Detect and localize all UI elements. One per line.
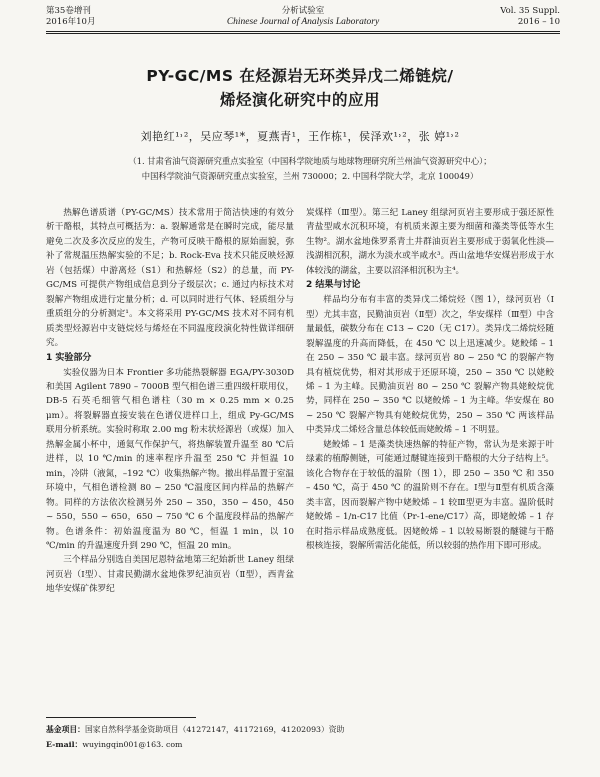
left-column	[46, 206, 294, 597]
email-address[interactable]: wuyingqin001@163. com	[82, 740, 183, 749]
header-volume-en: Vol. 35 Suppl.	[500, 6, 560, 16]
intro-paragraph: 热解色谱质谱（PY-GC/MS）技术常用于简洁快速的有效分析干酪根，其特点可概括为：a. 裂解通常是在瞬时完成，能尽量避免二次及多次反应的发生，产物可反映干酪根的原始面貌，弥补了常规温压热解实验的不足；b. Rock-Eva 技术只能反映烃源岩（包括煤）中游离烃（S1）和热解烃（S2）的总量，而 PY-GC/MS 可提供产物组成信息到分子级层次；c. 通过内标技术对裂解产物组成进行定量分析；d. 可以同时进行气体、轻质组分与重质组分的分析测定¹。本文将采用 PY-GC/MS 技术对不同有机质类型烃源岩中支链烷烃与烯烃在不同温度段演化特性做详细研究。	[46, 208, 294, 349]
header-right	[500, 6, 560, 28]
funding-note	[46, 722, 344, 737]
samples-continued-paragraph: 炭煤样（Ⅲ型）。第三纪 Laney 组绿河页岩主要形成于强还原性青盐型咸水沉积环境，有机质来源主要为细菌和藻类等低等水生生物²。湖水盆地侏罗系青土井群油页岩主要形成于弱氧化性淡—浅湖相沉积，湖水为淡水或半咸水³。西山盆地华安煤岩形成于水体较浅的湖盆，主要以沼泽相沉积为主⁴。	[306, 208, 554, 276]
paper-title	[40, 64, 560, 112]
header-date-en: 2016 – 10	[517, 17, 560, 27]
header-center	[46, 6, 560, 28]
section-heading-results: 2 结果与讨论	[306, 280, 361, 291]
email-label: E-mail：	[46, 740, 83, 749]
title-line-2: 烯烃演化研究中的应用	[219, 91, 380, 109]
header-volume: 第35卷增刊	[46, 6, 91, 16]
method-paragraph: 实验仪器为日本 Frontier 多功能热裂解器 EGA/PY-3030D 和美国 Agilent 7890 – 7000B 型气相色谱三重四级杆联用仪，DB-5 石英毛细管气相色谱柱（30 m × 0.25 mm × 0.25 μm）。将裂解器直接安装在色谱仪进样口上，组成 Py-GC/MS 联用分析系统。实验时称取 2.00 mg 粉末状烃源岩（或煤）加入热解金属小杯中，通氦气作保护气，将热解装置升温至 80 ℃后进样，以 10 ℃/min 的速率程序升温至 250 ℃ 并恒温 10 min，冷阱（液氮，–192 ℃）收集热解产物。撤出样品置于室温环境中，气相色谱检测 80 ~ 250 ℃温度区间内样品的热解产物。同样的方法依次检测另外 250 ~ 350，350 ~ 450，450 ~ 550，550 ~ 650，650 ~ 750 ℃ 6 个温度段样品的热解产物。色谱条件：初始温度温为 80 ℃，恒温 1 min，以 10 ℃/min 的升温速度升到 290 ℃，恒温 20 min。	[46, 367, 294, 551]
affiliations	[60, 154, 560, 184]
affiliation-line-2: 中国科学院油气资源研究重点实验室，兰州 730000；2. 中国科学院大学，北京 100049）	[141, 171, 479, 181]
funding-text: 国家自然科学基金资助项目（41272147，41172169，41202093）资助	[84, 725, 345, 734]
header-journal-en: Chinese Journal of Analysis Laboratory	[226, 17, 380, 27]
section-heading-experimental: 1 实验部分	[46, 352, 92, 363]
results-paragraph-1: 样品均分布有丰富的类异戊二烯烷烃（图 1），绿河页岩（Ⅰ型）尤其丰富，民勤油页岩（Ⅱ型）次之，华安煤样（Ⅲ型）中含量最低，碳数分布在 C13 ~ C20（无 C17）。类异戊二烯烷烃随裂解温度的升高而降低，在 450 ℃ 以上迅速减少。姥鲛烯 – 1 在 250 ~ 350 ℃ 最丰富。绿河页岩 80 ~ 250 ℃ 的裂解产物具有植烷优势，相对其形成于还原环境，250 ~ 350 ℃ 以姥鲛烯 – 1 为主峰。民勤油页岩 80 ~ 250 ℃ 裂解产物具姥鲛烷优势，同样在 250 ~ 350 ℃ 以姥鲛烯 – 1 为主峰。华安煤在 80 ~ 250 ℃ 裂解产物具有姥鲛烷优势，250 ~ 350 ℃ 两该样品中类异戊二烯烃含量总体较低而姥鲛烯 – 1 不明显。	[306, 295, 554, 436]
footnote-rule	[46, 717, 196, 718]
funding-label: 基金项目：	[46, 725, 85, 734]
authors: 刘艳红¹˒²，吴应琴¹*，夏燕青¹，王作栋¹，侯泽欢¹˒²，张 婷¹˒²	[140, 130, 460, 143]
right-column	[306, 206, 554, 553]
header-rule-thin	[46, 33, 560, 34]
footnote	[46, 722, 344, 752]
affiliation-line-1: （1. 甘肃省油气资源研究重点实验室（中国科学院地质与地球物理研究所兰州油气资源研究中心）；	[128, 156, 492, 166]
header-journal-cn: 分析试验室	[281, 6, 325, 16]
results-paragraph-2: 姥鲛烯 – 1 是藻类快速热解的特征产物，常认为是来源于叶绿素的植醇侧链，可能通过醚键连接到干酪根的大分子结构上⁵。该化合物存在于较低的温阶（图 1），即 250 ~ 350 ℃ 和 350 – 450 ℃，高于 450 ℃ 的温阶则不存在。Ⅰ型与Ⅱ型有机质含藻类丰富，因而裂解产物中姥鲛烯 – 1 较Ⅲ型更为丰富。温阶低时姥鲛烯 – 1/n-C17 比值（Pr-1-ene/C17）高，即姥鲛烯 – 1 存在时指示样品成熟度低。因姥鲛烯 – 1 以较易断裂的醚键与干酪根核连接，裂解所需活化能低，所以较弱的热作用下即可形成。	[306, 439, 554, 551]
running-header	[46, 6, 560, 34]
samples-paragraph: 三个样品分别选自美国尼恩特盆地第三纪始新世 Laney 组绿河页岩（Ⅰ型）、甘肃民勤湖水盆地侏罗纪油页岩（Ⅱ型），西青盆地华安煤矿侏罗纪	[46, 555, 294, 595]
title-line-1: PY-GC/MS 在烃源岩无环类异戊二烯链烷/	[146, 67, 454, 85]
header-date: 2016年10月	[46, 17, 96, 27]
header-rule	[46, 31, 560, 32]
email-note	[46, 737, 344, 752]
